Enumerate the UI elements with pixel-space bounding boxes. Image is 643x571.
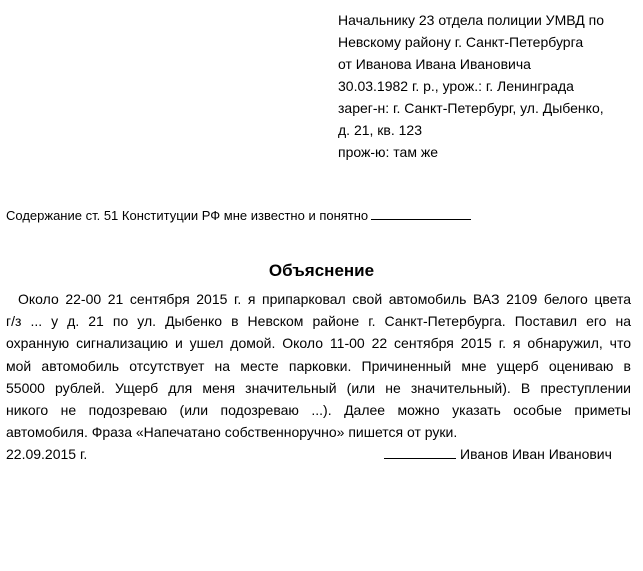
addressee-line: Невскому району г. Санкт-Петербурга <box>338 34 584 50</box>
signature-block <box>384 443 612 465</box>
signature-underline <box>384 445 456 459</box>
body-line: охранную сигнализацию и ушел домой. Около 11-00 22 сентября 2015 г. я обнаружил, что <box>6 335 631 352</box>
registration-line: д. 21, кв. 123 <box>338 122 422 138</box>
birth-line: 30.03.1982 г. р., урож.: г. Ленинграда <box>338 78 574 94</box>
body-line: мой автомобиль отсутствует на месте парковки. Причиненный мне ущерб оцениваю в <box>6 357 631 374</box>
body-line: 55000 рублей. Ущерб для меня значительный (или не значительный). В преступлении <box>6 379 631 396</box>
body-line: автомобиля. Фраза «Напечатано собственноручно» пишется от руки. <box>6 424 458 441</box>
body-line: Около 22-00 21 сентября 2015 г. я припарковал свой автомобиль ВАЗ 2109 белого цвета <box>18 291 631 307</box>
explanation-body <box>6 288 631 443</box>
addressee-block <box>338 9 638 163</box>
document-date: 22.09.2015 г. <box>6 446 88 462</box>
document-title: Объяснение <box>268 261 375 280</box>
body-line: г/з ... у д. 21 по ул. Дыбенко в Невском районе г. Санкт-Петербурга. Поставил его на <box>6 313 631 330</box>
signature-underline <box>371 207 471 220</box>
sender-line: от Иванова Ивана Ивановича <box>338 56 531 72</box>
residence-line: прож-ю: там же <box>338 144 439 160</box>
registration-line: зарег-н: г. Санкт-Петербург, ул. Дыбенко, <box>338 100 604 116</box>
signer-name: Иванов Иван Иванович <box>460 446 612 462</box>
constitution-note-text: Содержание ст. 51 Конституции РФ мне известно и понятно <box>6 208 369 223</box>
body-line: никого не подозреваю (или подозреваю ...). Далее можно указать особые приметы <box>6 402 631 419</box>
constitution-note <box>6 207 471 225</box>
addressee-line: Начальнику 23 отдела полиции УМВД по <box>338 12 604 28</box>
